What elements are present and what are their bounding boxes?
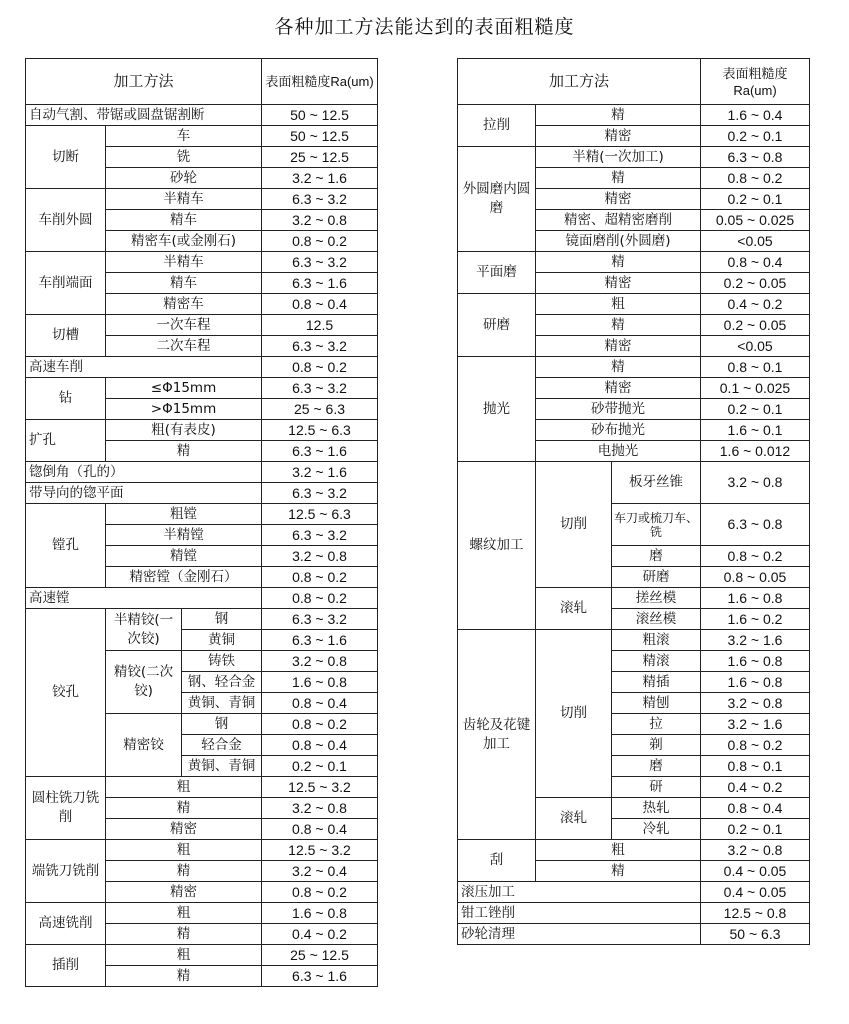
roughness-value: 1.6 ~ 0.8 <box>262 903 378 924</box>
roughness-value: 0.2 ~ 0.1 <box>701 399 810 420</box>
tool: 磨 <box>612 756 701 777</box>
tool: 热轧 <box>612 798 701 819</box>
method-label: 抛光 <box>458 357 536 462</box>
sub-method: 精密镗（金刚石） <box>106 567 262 588</box>
table-row <box>26 252 378 273</box>
method-label: 研磨 <box>458 294 536 357</box>
roughness-value: 6.3 ~ 1.6 <box>262 441 378 462</box>
tool: 精插 <box>612 672 701 693</box>
roughness-value: 6.3 ~ 3.2 <box>262 252 378 273</box>
roughness-value: 0.8 ~ 0.05 <box>701 567 810 588</box>
sub-method: 精 <box>106 798 262 819</box>
table-row <box>26 420 378 441</box>
method-label: 砂轮清理 <box>458 924 701 945</box>
table-row <box>26 840 378 861</box>
sub-method: 精密 <box>536 189 701 210</box>
material: 轻合金 <box>182 735 262 756</box>
sub-method: 砂布抛光 <box>536 420 701 441</box>
sub-method: 精 <box>536 105 701 126</box>
sub-method: 铣 <box>106 147 262 168</box>
roughness-value: 12.5 ~ 0.8 <box>701 903 810 924</box>
roughness-value: 1.6 ~ 0.8 <box>701 588 810 609</box>
sub-method: 精密 <box>536 273 701 294</box>
roughness-value: 25 ~ 12.5 <box>262 147 378 168</box>
material: 钢、轻合金 <box>182 672 262 693</box>
table-row <box>26 462 378 483</box>
sub-method: 精密 <box>536 378 701 399</box>
table-row <box>458 294 810 315</box>
roughness-value: 12.5 <box>262 315 378 336</box>
right-roughness-table <box>457 58 810 945</box>
table-row <box>26 903 378 924</box>
roughness-value: 6.3 ~ 1.6 <box>262 630 378 651</box>
sub-method: 精 <box>536 168 701 189</box>
roughness-value: 0.8 ~ 0.4 <box>262 294 378 315</box>
table-row <box>26 189 378 210</box>
method-label: 高速铣削 <box>26 903 106 945</box>
roughness-value: 6.3 ~ 3.2 <box>262 336 378 357</box>
roughness-value: 0.8 ~ 0.2 <box>701 168 810 189</box>
roughness-value: 0.8 ~ 0.4 <box>701 798 810 819</box>
roughness-value: 3.2 ~ 0.8 <box>701 840 810 861</box>
roughness-value: 3.2 ~ 0.8 <box>701 462 810 504</box>
table-row <box>26 357 378 378</box>
roughness-value: 0.8 ~ 0.2 <box>262 882 378 903</box>
tool: 滚丝模 <box>612 609 701 630</box>
table-row <box>26 126 378 147</box>
roughness-value: 12.5 ~ 6.3 <box>262 420 378 441</box>
roughness-value: 0.2 ~ 0.1 <box>701 189 810 210</box>
method-label: 自动气割、带锯或圆盘锯割断 <box>26 105 262 126</box>
sub-method: 镜面磨削(外圆磨) <box>536 231 701 252</box>
tool: 剃 <box>612 735 701 756</box>
sub-method: 粗 <box>106 840 262 861</box>
roughness-value: <0.05 <box>701 336 810 357</box>
sub-method: 半精铰(一次铰) <box>106 609 182 651</box>
roughness-value: 0.8 ~ 0.4 <box>262 819 378 840</box>
roughness-value: 3.2 ~ 1.6 <box>701 630 810 651</box>
sub-method: 粗(有表皮) <box>106 420 262 441</box>
header-roughness: 表面粗糙度Ra(um) <box>262 59 378 105</box>
roughness-value: <0.05 <box>701 231 810 252</box>
tool: 车刀或梳刀车、铣 <box>612 504 701 546</box>
roughness-value: 1.6 ~ 0.1 <box>701 420 810 441</box>
method-label: 平面磨 <box>458 252 536 294</box>
roughness-value: 1.6 ~ 0.8 <box>262 672 378 693</box>
material: 铸铁 <box>182 651 262 672</box>
left-roughness-table <box>25 58 378 609</box>
roughness-value: 1.6 ~ 0.8 <box>701 651 810 672</box>
sub-method: ≤Φ15mm <box>106 378 262 399</box>
roughness-value: 0.8 ~ 0.4 <box>701 252 810 273</box>
sub-method: 精密车 <box>106 294 262 315</box>
tool: 粗滚 <box>612 630 701 651</box>
material: 钢 <box>182 714 262 735</box>
material: 黄铜、青铜 <box>182 693 262 714</box>
table-row <box>26 483 378 504</box>
method-label: 切槽 <box>26 315 106 357</box>
header-roughness: 表面粗糙度Ra(um) <box>701 59 810 105</box>
sub-method: 精 <box>106 924 262 945</box>
sub-method: 精 <box>536 861 701 882</box>
sub-method: 滚轧 <box>536 798 612 840</box>
sub-method: 精 <box>106 861 262 882</box>
roughness-value: 50 ~ 12.5 <box>262 126 378 147</box>
roughness-value: 0.2 ~ 0.05 <box>701 315 810 336</box>
sub-method: 精密 <box>536 336 701 357</box>
table-row <box>458 147 810 168</box>
roughness-value: 0.1 ~ 0.025 <box>701 378 810 399</box>
sub-method: 半精镗 <box>106 525 262 546</box>
sub-method: 粗 <box>536 840 701 861</box>
roughness-value: 0.8 ~ 0.2 <box>701 735 810 756</box>
sub-method: 粗 <box>106 945 262 966</box>
roughness-value: 0.8 ~ 0.2 <box>262 567 378 588</box>
roughness-value: 6.3 ~ 1.6 <box>262 273 378 294</box>
sub-method: 精密、超精密磨削 <box>536 210 701 231</box>
tool: 拉 <box>612 714 701 735</box>
method-label: 齿轮及花键加工 <box>458 630 536 840</box>
sub-method: 精铰(二次铰) <box>106 651 182 714</box>
table-row <box>458 630 810 651</box>
tool: 研磨 <box>612 567 701 588</box>
roughness-value: 6.3 ~ 0.8 <box>701 147 810 168</box>
sub-method: 精车 <box>106 210 262 231</box>
roughness-value: 25 ~ 12.5 <box>262 945 378 966</box>
roughness-value: 6.3 ~ 0.8 <box>701 504 810 546</box>
table-row <box>458 924 810 945</box>
roughness-value: 3.2 ~ 0.8 <box>262 651 378 672</box>
sub-method: 半精车 <box>106 189 262 210</box>
sub-method: 切削 <box>536 630 612 798</box>
roughness-value: 12.5 ~ 3.2 <box>262 777 378 798</box>
sub-method: 精车 <box>106 273 262 294</box>
roughness-value: 1.6 ~ 0.4 <box>701 105 810 126</box>
table-row <box>458 882 810 903</box>
page-title: 各种加工方法能达到的表面粗糙度 <box>274 16 575 38</box>
roughness-value: 0.8 ~ 0.2 <box>262 357 378 378</box>
sub-method: 砂带抛光 <box>536 399 701 420</box>
roughness-value: 0.8 ~ 0.1 <box>701 756 810 777</box>
sub-method: 滚轧 <box>536 588 612 630</box>
material: 黄铜 <box>182 630 262 651</box>
roughness-value: 0.4 ~ 0.05 <box>701 882 810 903</box>
roughness-value: 6.3 ~ 3.2 <box>262 189 378 210</box>
method-label: 锪倒角（孔的） <box>26 462 262 483</box>
sub-method: 粗 <box>106 777 262 798</box>
roughness-value: 0.8 ~ 0.4 <box>262 693 378 714</box>
sub-method: 切削 <box>536 462 612 588</box>
sub-method: 砂轮 <box>106 168 262 189</box>
roughness-value: 0.4 ~ 0.2 <box>701 294 810 315</box>
table-row <box>458 462 810 504</box>
sub-method: 精密铰 <box>106 714 182 777</box>
tool: 研 <box>612 777 701 798</box>
table-row <box>458 357 810 378</box>
method-label: 铰孔 <box>26 609 106 777</box>
roughness-value: 0.4 ~ 0.05 <box>701 861 810 882</box>
roughness-value: 6.3 ~ 3.2 <box>262 609 378 630</box>
roughness-value: 12.5 ~ 6.3 <box>262 504 378 525</box>
method-label: 带导向的锪平面 <box>26 483 262 504</box>
method-label: 拉削 <box>458 105 536 147</box>
method-label: 插削 <box>26 945 106 987</box>
sub-method: 一次车程 <box>106 315 262 336</box>
roughness-value: 0.2 ~ 0.05 <box>701 273 810 294</box>
material: 黄铜、青铜 <box>182 756 262 777</box>
roughness-value: 1.6 ~ 0.8 <box>701 672 810 693</box>
sub-method: >Φ15mm <box>106 399 262 420</box>
roughness-value: 0.8 ~ 0.2 <box>701 546 810 567</box>
material: 钢 <box>182 609 262 630</box>
roughness-value: 0.8 ~ 0.1 <box>701 357 810 378</box>
method-label: 镗孔 <box>26 504 106 588</box>
sub-method: 粗 <box>536 294 701 315</box>
roughness-value: 6.3 ~ 3.2 <box>262 483 378 504</box>
roughness-value: 25 ~ 6.3 <box>262 399 378 420</box>
roughness-value: 0.2 ~ 0.1 <box>262 756 378 777</box>
tool: 磨 <box>612 546 701 567</box>
table-row <box>26 315 378 336</box>
roughness-value: 0.8 ~ 0.4 <box>262 735 378 756</box>
method-label: 车削端面 <box>26 252 106 315</box>
sub-method: 粗镗 <box>106 504 262 525</box>
tool: 精滚 <box>612 651 701 672</box>
roughness-value: 3.2 ~ 1.6 <box>701 714 810 735</box>
table-row <box>458 105 810 126</box>
table-row <box>26 945 378 966</box>
roughness-value: 0.4 ~ 0.2 <box>262 924 378 945</box>
roughness-value: 3.2 ~ 0.4 <box>262 861 378 882</box>
roughness-value: 0.4 ~ 0.2 <box>701 777 810 798</box>
roughness-value: 3.2 ~ 1.6 <box>262 168 378 189</box>
sub-method: 精 <box>106 966 262 987</box>
roughness-value: 12.5 ~ 3.2 <box>262 840 378 861</box>
roughness-value: 1.6 ~ 0.2 <box>701 609 810 630</box>
table-row <box>26 378 378 399</box>
sub-method: 精密车(或金刚石) <box>106 231 262 252</box>
sub-method: 精镗 <box>106 546 262 567</box>
roughness-value: 3.2 ~ 0.8 <box>701 693 810 714</box>
roughness-value: 0.8 ~ 0.2 <box>262 588 378 609</box>
table-row <box>26 504 378 525</box>
roughness-value: 1.6 ~ 0.012 <box>701 441 810 462</box>
method-label: 扩孔 <box>26 420 106 462</box>
table-row <box>458 840 810 861</box>
sub-method: 二次车程 <box>106 336 262 357</box>
table-row <box>26 609 378 630</box>
sub-method: 精 <box>106 441 262 462</box>
tool: 精刨 <box>612 693 701 714</box>
roughness-value: 50 ~ 6.3 <box>701 924 810 945</box>
method-label: 端铣刀铣削 <box>26 840 106 903</box>
sub-method: 粗 <box>106 903 262 924</box>
table-row <box>26 777 378 798</box>
method-label: 滚压加工 <box>458 882 701 903</box>
method-label: 切断 <box>26 126 106 189</box>
method-label: 高速镗 <box>26 588 262 609</box>
tool: 搓丝模 <box>612 588 701 609</box>
header-method: 加工方法 <box>458 59 701 105</box>
roughness-value: 0.2 ~ 0.1 <box>701 819 810 840</box>
header-method: 加工方法 <box>26 59 262 105</box>
method-label: 钻 <box>26 378 106 420</box>
roughness-value: 0.2 ~ 0.1 <box>701 126 810 147</box>
roughness-value: 3.2 ~ 0.8 <box>262 546 378 567</box>
sub-method: 电抛光 <box>536 441 701 462</box>
table-row <box>458 252 810 273</box>
method-label: 高速车削 <box>26 357 262 378</box>
roughness-value: 0.05 ~ 0.025 <box>701 210 810 231</box>
table-row <box>458 903 810 924</box>
sub-method: 精密 <box>106 819 262 840</box>
sub-method: 精 <box>536 252 701 273</box>
method-label: 外圆磨内圆磨 <box>458 147 536 252</box>
roughness-value: 3.2 ~ 1.6 <box>262 462 378 483</box>
tool: 冷轧 <box>612 819 701 840</box>
sub-method: 精 <box>536 315 701 336</box>
roughness-value: 3.2 ~ 0.8 <box>262 798 378 819</box>
roughness-value: 6.3 ~ 1.6 <box>262 966 378 987</box>
roughness-value: 6.3 ~ 3.2 <box>262 378 378 399</box>
table-row <box>26 588 378 609</box>
method-label: 钳工锉削 <box>458 903 701 924</box>
sub-method: 半精(一次加工) <box>536 147 701 168</box>
roughness-value: 0.8 ~ 0.2 <box>262 231 378 252</box>
sub-method: 精密 <box>536 126 701 147</box>
table-row <box>26 105 378 126</box>
roughness-value: 3.2 ~ 0.8 <box>262 210 378 231</box>
method-label: 圆柱铣刀铣削 <box>26 777 106 840</box>
sub-method: 车 <box>106 126 262 147</box>
method-label: 刮 <box>458 840 536 882</box>
method-label: 车削外圆 <box>26 189 106 252</box>
sub-method: 精密 <box>106 882 262 903</box>
tool: 板牙丝锥 <box>612 462 701 504</box>
left-roughness-table-lower <box>25 608 378 987</box>
sub-method: 精 <box>536 357 701 378</box>
roughness-value: 50 ~ 12.5 <box>262 105 378 126</box>
roughness-value: 0.8 ~ 0.2 <box>262 714 378 735</box>
sub-method: 半精车 <box>106 252 262 273</box>
roughness-value: 6.3 ~ 3.2 <box>262 525 378 546</box>
method-label: 螺纹加工 <box>458 462 536 630</box>
